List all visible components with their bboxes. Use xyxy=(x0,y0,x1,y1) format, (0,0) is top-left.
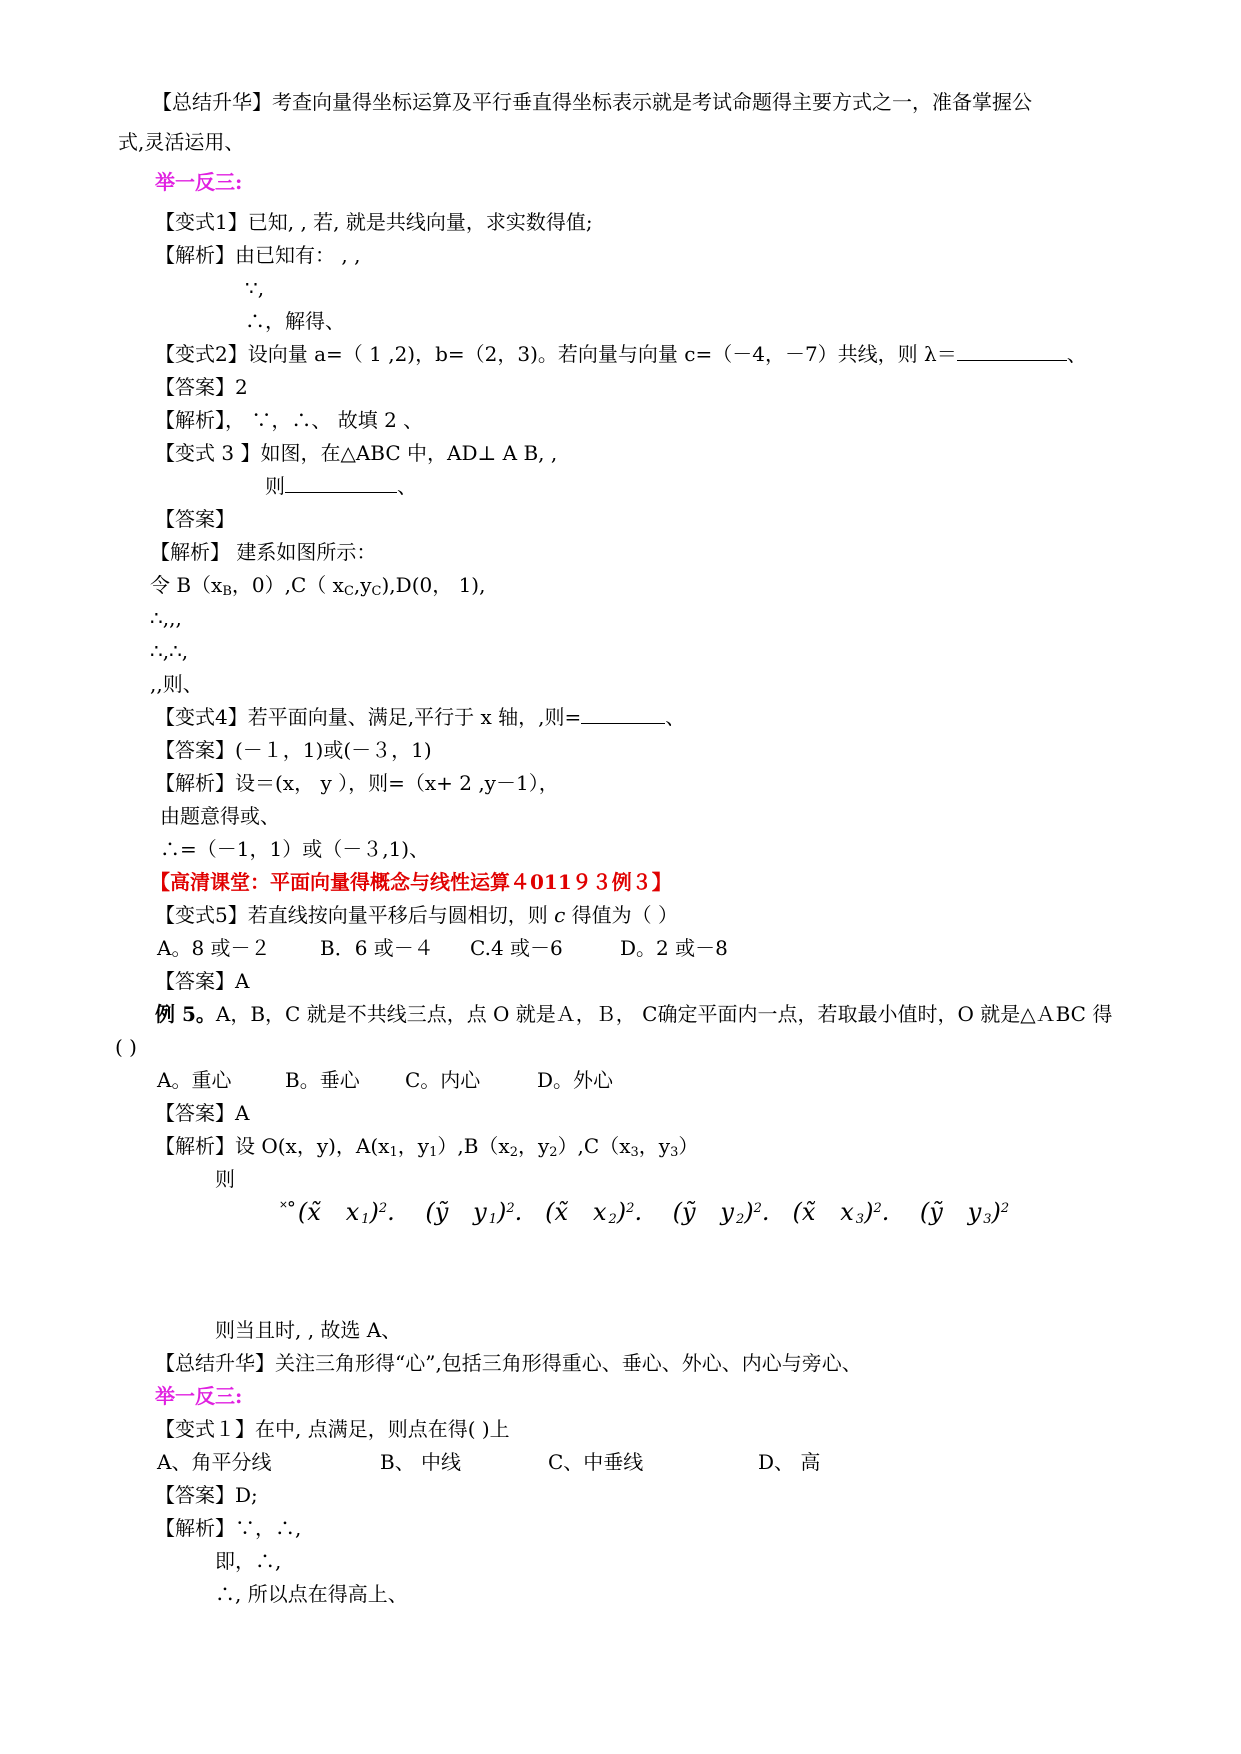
coord-text-c: ，0）,C（ x xyxy=(231,573,344,597)
formula-sq-5: 2 xyxy=(873,1201,882,1216)
variant-4-step-3: ∴=（－1，1）或（－３,1)、 xyxy=(160,837,430,861)
formula-x2: x xyxy=(592,1198,607,1226)
variant-4-analysis-tag: 【解析】 xyxy=(155,771,235,795)
example-5-formula: ˟°(x̃ x $_1$)$^2$. (ỹ y $_1$)$^2$. (x̃ x $_2$)$^2$. (ỹ y $_2$)$^2$. (x̃ x $_3$)$^2$. (ỹ y $_3$)$^2$ xyxy=(280,1198,1010,1227)
sub-y1: 1 xyxy=(429,1145,438,1160)
variant-3-question-tail: 、 xyxy=(397,474,417,498)
analysis-text-b: ，y xyxy=(397,1134,430,1158)
formula-sub-3a: 3 xyxy=(855,1212,865,1227)
variant-5-option-c: C.4 或－6 xyxy=(470,936,563,960)
summary-1-cont: 式,灵活运用、 xyxy=(118,130,245,154)
variant-1 xyxy=(155,210,593,234)
formula-x1: x xyxy=(345,1198,360,1226)
variant-4-tail: 、 xyxy=(665,705,686,729)
variant-4-blank xyxy=(581,705,665,724)
sub-y2: 2 xyxy=(549,1145,558,1160)
variant-b1-step-2: 即，∴, xyxy=(215,1549,282,1573)
variant-2-blank xyxy=(957,342,1067,361)
variant-b1-analysis xyxy=(155,1516,301,1540)
example-5-answer xyxy=(155,1101,249,1125)
example-5-analysis xyxy=(155,1134,698,1158)
example-5-option-d: D。外心 xyxy=(537,1068,614,1092)
variant-5-post: 得值为（ ） xyxy=(565,903,679,927)
variant-3-answer xyxy=(155,507,235,531)
formula-sub-3b: 3 xyxy=(983,1212,992,1227)
variant-2-answer xyxy=(155,375,248,399)
variant-1-analysis xyxy=(155,243,360,267)
summary-1-line xyxy=(152,90,1032,114)
variant-b1-analysis-tag: 【解析】 xyxy=(155,1516,235,1540)
variant-2-analysis-tag: 【解析】 xyxy=(155,408,225,432)
summary-2 xyxy=(155,1351,862,1375)
formula-y3: y xyxy=(967,1198,982,1226)
variant-b1-tag: 【变式１】 xyxy=(155,1417,255,1441)
formula-y-tilde-2: ỹ xyxy=(681,1198,696,1226)
analysis-text-e: ）,C（x xyxy=(557,1134,631,1158)
formula-sub-2b: 2 xyxy=(735,1212,745,1227)
coord-sub-yc: C xyxy=(371,584,382,599)
formula-y-tilde-3: ỹ xyxy=(929,1198,943,1226)
analysis-text-f: ，y xyxy=(638,1134,671,1158)
example-5-answer-text: A xyxy=(235,1101,250,1125)
variant-5-answer xyxy=(155,969,249,993)
variant-2-answer-tag: 【答案】 xyxy=(155,375,235,399)
hd-classroom-title: 【高清课堂：平面向量得概念与线性运算４011９３例３】 xyxy=(150,870,672,894)
variant-b1-option-b: B、 中线 xyxy=(380,1450,462,1474)
variant-1-analysis-text: 由已知有： , , xyxy=(235,243,361,267)
formula-sq-3: 2 xyxy=(626,1201,635,1216)
variant-5-option-a: A。8 或－２ xyxy=(157,936,271,960)
variant-1-step-3: ∴，解得、 xyxy=(245,309,345,333)
variant-5-tag: 【变式5】 xyxy=(155,903,248,927)
variant-3-step-4: ,,则、 xyxy=(150,672,203,696)
variant-3-question-pre: 则 xyxy=(265,474,285,498)
variant-b1-answer xyxy=(155,1483,258,1507)
summary-2-text: 关注三角形得“心”,包括三角形得重心、垂心、外心、内心与旁心、 xyxy=(275,1351,862,1375)
example-5-option-b: B。垂心 xyxy=(285,1068,360,1092)
coord-text-a: 令 B（x xyxy=(150,573,223,597)
variant-3-blank xyxy=(285,474,397,493)
summary-1-tag: 【总结升华】 xyxy=(152,90,272,114)
variant-2-tail: 、 xyxy=(1066,342,1087,366)
variant-2-tag: 【变式2】 xyxy=(155,342,248,366)
variant-2-analysis-text: ， ∵，∴、 故填 2 、 xyxy=(225,408,424,432)
variant-b1-answer-text: D; xyxy=(235,1483,258,1507)
variant-2-analysis xyxy=(155,408,423,432)
jyfs-heading-1: 举一反三: xyxy=(155,170,243,194)
variant-3-analysis-text: 建系如图所示： xyxy=(230,540,377,564)
variant-3-coords xyxy=(150,573,485,597)
variant-5-option-b: B．6 或－４ xyxy=(320,936,434,960)
analysis-text-a: 设 O(x，y)，A(x xyxy=(235,1134,390,1158)
variant-3-step-2: ∴,,, xyxy=(150,606,182,630)
formula-sub-1a: 1 xyxy=(361,1212,370,1227)
variant-3-analysis xyxy=(150,540,376,564)
formula-y-tilde-1: ỹ xyxy=(434,1198,449,1226)
example-5-option-c: C。内心 xyxy=(405,1068,481,1092)
variant-b1-option-d: D、 高 xyxy=(758,1450,821,1474)
variant-4-tag: 【变式4】 xyxy=(155,705,248,729)
example-5 xyxy=(155,1002,1112,1026)
analysis-text-d: ，y xyxy=(517,1134,550,1158)
variant-3-text: 如图，在△ABC 中，AD⊥ A B, , xyxy=(260,441,558,465)
coord-text-g: ),D(0， 1), xyxy=(381,573,486,597)
analysis-text-c: ）,B（x xyxy=(437,1134,510,1158)
variant-3 xyxy=(155,441,557,465)
variant-4-analysis xyxy=(155,771,559,795)
variant-b1-text: 在中, 点满足，则点在得( )上 xyxy=(255,1417,510,1441)
variant-b1-step-3: ∴, 所以点在得高上、 xyxy=(215,1582,408,1606)
variant-b1 xyxy=(155,1417,510,1441)
variant-4-text: 若平面向量、满足,平行于 x 轴，,则= xyxy=(247,705,582,729)
variant-4 xyxy=(155,705,685,729)
example-5-answer-tag: 【答案】 xyxy=(155,1101,235,1125)
variant-4-answer-tag: 【答案】 xyxy=(155,738,235,762)
variant-4-analysis-text: 设＝(x， y ），则=（x+ 2 ,y－1）， xyxy=(235,771,559,795)
example-5-paren: ( ) xyxy=(115,1035,137,1059)
variant-4-answer xyxy=(155,738,432,762)
variant-b1-option-a: A、角平分线 xyxy=(157,1450,272,1474)
formula-sq-6: 2 xyxy=(1000,1201,1010,1216)
formula-x3: x xyxy=(840,1198,854,1226)
example-5-text: A，B，C 就是不共线三点，点 O 就是Ａ，Ｂ， C确定平面内一点，若取最小值时，O 就是△ＡBC 得 xyxy=(215,1002,1113,1026)
example-5-conclusion: 则当且时, , 故选 A、 xyxy=(215,1318,402,1342)
formula-sq-1: 2 xyxy=(378,1201,388,1216)
variant-2-answer-text: 2 xyxy=(235,375,248,399)
variant-b1-analysis-text: ∵，∴, xyxy=(235,1516,302,1540)
variant-4-answer-text: (－１，1)或(－３，1) xyxy=(235,738,432,762)
sub-x2: 2 xyxy=(509,1145,518,1160)
formula-y2: y xyxy=(720,1198,734,1226)
formula-sub-1b: 1 xyxy=(488,1212,497,1227)
sub-x3: 3 xyxy=(630,1145,639,1160)
variant-5-answer-tag: 【答案】 xyxy=(155,969,235,993)
variant-1-analysis-tag: 【解析】 xyxy=(155,243,235,267)
variant-5-pre: 若直线按向量平移后与圆相切，则 xyxy=(247,903,555,927)
formula-y1: y xyxy=(473,1198,487,1226)
jyfs-heading-2: 举一反三: xyxy=(155,1384,243,1408)
summary-2-tag: 【总结升华】 xyxy=(155,1351,275,1375)
formula-sq-4: 2 xyxy=(753,1201,762,1216)
variant-4-step-2: 由题意得或、 xyxy=(160,804,280,828)
variant-5 xyxy=(155,903,678,927)
formula-sq-2: 2 xyxy=(506,1201,515,1216)
variant-3-tag: 【变式 3 】 xyxy=(155,441,261,465)
coord-sub-c: C xyxy=(343,584,354,599)
coord-sub-b: B xyxy=(222,584,232,599)
variant-1-text: 已知, , 若, 就是共线向量，求实数得值; xyxy=(247,210,593,234)
example-5-option-a: A。重心 xyxy=(157,1068,232,1092)
variant-2 xyxy=(155,342,1087,366)
example-5-tag: 例 5。 xyxy=(155,1002,216,1026)
sub-y3: 3 xyxy=(670,1145,679,1160)
variant-3-step-3: ∴,∴, xyxy=(150,639,189,663)
coord-text-e: ,y xyxy=(353,573,372,597)
example-5-analysis-tag: 【解析】 xyxy=(155,1134,235,1158)
variant-5-answer-text: A xyxy=(235,969,250,993)
variant-b1-option-c: C、中垂线 xyxy=(548,1450,644,1474)
summary-1-text: 考查向量得坐标运算及平行垂直得坐标表示就是考试命题得主要方式之一，准备掌握公 xyxy=(272,90,1032,114)
variant-5-var: c xyxy=(554,903,566,927)
variant-b1-answer-tag: 【答案】 xyxy=(155,1483,235,1507)
variant-1-tag: 【变式1】 xyxy=(155,210,248,234)
analysis-text-end: ） xyxy=(678,1134,699,1158)
variant-2-text: 设向量 a=（ 1 ,2)，b=（2，3)。若向量与向量 c=（－4，－7）共线，则 λ＝ xyxy=(247,342,957,366)
formula-x-tilde: x̃ xyxy=(307,1198,321,1226)
variant-3-answer-tag: 【答案】 xyxy=(155,507,235,531)
variant-3-question xyxy=(265,474,417,498)
formula-x-tilde-2: x̃ xyxy=(554,1198,569,1226)
sub-x1: 1 xyxy=(389,1145,398,1160)
example-5-then: 则 xyxy=(215,1167,235,1191)
formula-sub-2a: 2 xyxy=(608,1212,617,1227)
variant-5-option-d: D。2 或－8 xyxy=(620,936,728,960)
formula-lead: ˟° xyxy=(280,1198,296,1219)
variant-3-analysis-tag: 【解析】 xyxy=(150,540,230,564)
variant-1-step-2: ∵, xyxy=(245,276,265,300)
formula-x-tilde-3: x̃ xyxy=(801,1198,816,1226)
